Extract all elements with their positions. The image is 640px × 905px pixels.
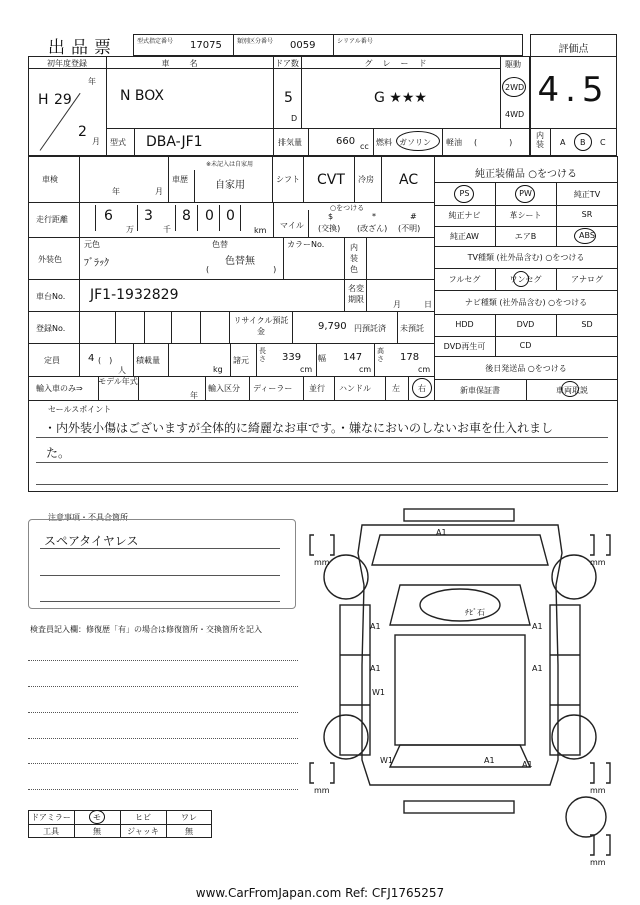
door-suffix: D bbox=[291, 114, 298, 123]
rear-window bbox=[390, 745, 530, 767]
name-label: 車名 bbox=[161, 59, 218, 68]
tv-full: フルセグ bbox=[448, 275, 481, 284]
mirror-h1: ドアミラー bbox=[31, 813, 71, 822]
import-year-unit: 年 bbox=[190, 391, 198, 400]
car-diagram bbox=[300, 505, 620, 875]
grade-b: B bbox=[580, 138, 586, 147]
mileage-d2: 3 bbox=[144, 208, 153, 224]
model-value: DBA-JF1 bbox=[146, 134, 203, 150]
disp-unit: cc bbox=[360, 142, 369, 151]
left-panel bbox=[340, 605, 370, 755]
equip-aw: 純正AW bbox=[450, 232, 479, 241]
len-value: 339 bbox=[282, 352, 302, 363]
mile-opt1: $ bbox=[328, 212, 334, 221]
equip-tv: 純正TV bbox=[573, 190, 601, 199]
handle-label: ハンドル bbox=[339, 384, 371, 393]
color-paren: ( ) bbox=[206, 265, 277, 274]
wid-value: 147 bbox=[343, 352, 363, 363]
fuel-diesel: 軽油 bbox=[446, 138, 462, 147]
serial-label: シリアル番号 bbox=[337, 38, 373, 45]
grade-b-circle bbox=[574, 133, 592, 151]
load-label: 積載量 bbox=[136, 356, 160, 365]
import-class-label: 輸入区分 bbox=[208, 384, 240, 393]
front-left-wheel bbox=[324, 555, 368, 599]
mile-opt2: * bbox=[372, 212, 376, 221]
navi-title: ナビ種類 (社外品含む) ○をつける bbox=[464, 298, 588, 307]
mark-left-front: A1 bbox=[370, 622, 381, 631]
ac-value: AC bbox=[399, 172, 419, 188]
color-orig: ﾌﾞﾗｯｸ bbox=[84, 258, 109, 269]
equip-ps-circle bbox=[454, 185, 474, 203]
chassis-month: 月 bbox=[393, 300, 401, 309]
import-dealer: ディーラー bbox=[253, 384, 293, 393]
hgt-label: 高さ bbox=[377, 347, 384, 363]
type-no-label: 型式指定番号 bbox=[137, 38, 174, 45]
equip-leather: 革シート bbox=[509, 211, 542, 220]
history-note: ※未記入は自家用 bbox=[206, 161, 254, 168]
mark-left-mid: A1 bbox=[370, 664, 381, 673]
grade-c: C bbox=[600, 138, 606, 147]
recycle-label: リサイクル預託金 bbox=[233, 316, 289, 336]
interior-label: 内装 bbox=[536, 131, 544, 149]
ship-title: 後日発送品 ○をつける bbox=[485, 364, 567, 373]
reg-year: 29 bbox=[54, 92, 72, 108]
ship-warranty: 新車保証書 bbox=[460, 386, 500, 395]
reg-month: 2 bbox=[78, 124, 87, 140]
chassis-day: 日 bbox=[424, 300, 432, 309]
tv-title: TV種類 (社外品含む) ○をつける bbox=[467, 253, 585, 262]
fuel-circle bbox=[396, 131, 440, 151]
mileage-d4: 0 bbox=[205, 208, 214, 224]
model-year-label: モデル年式 bbox=[98, 377, 138, 386]
footer-ref: www.CarFromJapan.com Ref: CFJ1765257 bbox=[195, 886, 445, 900]
sales-line1: ・内外装小傷はございますが全体的に綺麗なお車です。・嫌なにおいのしないお車を仕入れまし bbox=[44, 421, 554, 435]
history-value: 自家用 bbox=[215, 180, 245, 191]
recycle-unit: 円預託済 bbox=[354, 324, 386, 333]
mirror-h2: ヒビ bbox=[135, 813, 151, 822]
dvd-play: DVD再生可 bbox=[443, 342, 486, 351]
mark-right-mid: A1 bbox=[532, 664, 543, 673]
form-title: 出品票 bbox=[48, 38, 117, 58]
capacity-paren: ( ) bbox=[98, 356, 113, 365]
capacity-unit: 人 bbox=[118, 366, 126, 375]
mirror-h3: ワレ bbox=[181, 813, 197, 822]
equip-abs: ABS bbox=[579, 231, 595, 240]
mark-rear: A1 bbox=[484, 756, 495, 765]
color-change-label: 色替 bbox=[212, 240, 228, 249]
model-label: 型式 bbox=[110, 138, 126, 147]
drive-2wd-circle bbox=[502, 77, 526, 97]
shift-label: シフト bbox=[276, 175, 300, 184]
mirror-r2: ジャッキ bbox=[127, 827, 159, 836]
mile-label: マイル bbox=[280, 221, 304, 230]
inspection-year: 年 bbox=[112, 187, 120, 196]
handle-right: 右 bbox=[418, 384, 426, 393]
fuel-paren: ( ) bbox=[474, 138, 513, 147]
mm-fl: mm bbox=[314, 558, 330, 567]
mark-rear-left: W1 bbox=[380, 756, 393, 765]
front-bumper bbox=[404, 509, 514, 521]
tv-analog: アナログ bbox=[571, 275, 603, 284]
class-no: 0059 bbox=[290, 40, 316, 51]
import-label: 輸入車のみ⇒ bbox=[36, 384, 83, 393]
hood bbox=[372, 535, 548, 565]
mile-opt3b: (不明) bbox=[398, 224, 421, 233]
sales-label: セールスポイント bbox=[48, 405, 112, 414]
handle-right-circle bbox=[412, 378, 432, 398]
drive-2wd: 2WD bbox=[505, 83, 525, 92]
capacity-value: 4 bbox=[88, 353, 95, 364]
mirror-v1: モ bbox=[93, 813, 101, 822]
wid-label: 幅 bbox=[318, 354, 326, 363]
load-unit: kg bbox=[213, 365, 223, 374]
mark-hood: A1 bbox=[436, 528, 447, 537]
drive-label: 駆動 bbox=[505, 60, 521, 69]
disp-value: 660 bbox=[336, 136, 356, 147]
mirror-r1: 工具 bbox=[43, 827, 59, 836]
len-unit: cm bbox=[300, 365, 313, 374]
fuel-label: 燃料 bbox=[376, 138, 392, 147]
mm-rl: mm bbox=[314, 786, 330, 795]
ship-manual: 車両取説 bbox=[556, 386, 588, 395]
mileage-u1: 万 bbox=[126, 225, 134, 234]
mileage-unit: km bbox=[254, 226, 267, 235]
mm-rr: mm bbox=[590, 786, 606, 795]
mileage-d1: 6 bbox=[104, 208, 113, 224]
hgt-value: 178 bbox=[400, 352, 420, 363]
navi-hdd: HDD bbox=[455, 320, 474, 329]
class-no-label: 類別区分番号 bbox=[237, 38, 274, 45]
color-label: 外装色 bbox=[38, 255, 62, 264]
reg-no-label: 登録No. bbox=[36, 324, 66, 333]
equip-sr: SR bbox=[581, 210, 593, 219]
ac-label: 冷房 bbox=[358, 175, 374, 184]
grade-label: グレード bbox=[364, 59, 437, 68]
doors-value: 5 bbox=[284, 90, 293, 106]
chassis-label: 車台No. bbox=[36, 292, 66, 301]
chassis-value: JF1-1932829 bbox=[90, 287, 179, 303]
mm-spare: mm bbox=[590, 858, 606, 867]
interior-color-label: 内装色 bbox=[350, 243, 358, 274]
equip-pw: PW bbox=[519, 189, 532, 198]
mark-right-front: A1 bbox=[532, 622, 543, 631]
mileage-d5: 0 bbox=[226, 208, 235, 224]
tv-one: ワンセグ bbox=[509, 275, 542, 284]
drive-4wd: 4WD bbox=[505, 110, 525, 119]
navi-sd: SD bbox=[581, 320, 593, 329]
equip-title: 純正装備品 ○をつける bbox=[475, 169, 577, 180]
mirror-rv1: 無 bbox=[93, 827, 101, 836]
navi-dvd: DVD bbox=[516, 320, 535, 329]
grade-a: A bbox=[560, 138, 566, 147]
score-label: 評価点 bbox=[558, 44, 589, 55]
score-value: 4.5 bbox=[537, 70, 610, 110]
mileage-circle-note: ○をつける bbox=[330, 204, 365, 212]
reg-era: H bbox=[38, 92, 49, 108]
mileage-u2: 千 bbox=[163, 225, 171, 234]
color-code-label: カラーNo. bbox=[287, 240, 325, 249]
mm-fr: mm bbox=[590, 558, 606, 567]
equip-ps: PS bbox=[459, 189, 470, 198]
color-change: 色替無 bbox=[225, 256, 255, 267]
dvd-cd: CD bbox=[519, 341, 532, 350]
tv-one-circle bbox=[513, 271, 529, 287]
notes-line1: スペアタイヤレス bbox=[44, 534, 139, 548]
mark-left-rear: W1 bbox=[372, 688, 385, 697]
doors-label: ドア数 bbox=[275, 59, 299, 68]
grade-value: G ★★★ bbox=[374, 90, 427, 106]
notes-label: 注意事項・不具合箇所 bbox=[48, 513, 128, 522]
reg-month-unit: 月 bbox=[92, 137, 100, 146]
equip-airbag: エアB bbox=[514, 232, 537, 241]
sales-line2: た。 bbox=[46, 446, 71, 460]
mileage-label: 走行距離 bbox=[36, 215, 68, 224]
mile-opt2b: (改ざん) bbox=[357, 224, 388, 233]
equip-pw-circle bbox=[515, 185, 535, 203]
roof bbox=[395, 635, 525, 745]
recycle-unpaid: 未預託 bbox=[400, 324, 424, 333]
ship-manual-circle bbox=[561, 381, 579, 397]
mark-windshield: ﾁﾋﾞ石 bbox=[465, 608, 485, 617]
mile-opt3: # bbox=[410, 212, 417, 221]
equip-navi: 純正ナビ bbox=[448, 211, 481, 220]
mark-rear-right: A1 bbox=[522, 760, 533, 769]
spare-wheel bbox=[566, 797, 606, 837]
right-panel bbox=[550, 605, 580, 755]
body-outline bbox=[358, 525, 562, 785]
registration-label: 初年度登録 bbox=[47, 59, 87, 68]
recycle-value: 9,790 bbox=[318, 321, 347, 332]
inspection-month: 月 bbox=[155, 187, 163, 196]
mirror-v1-circle bbox=[89, 810, 105, 824]
color-orig-label: 元色 bbox=[84, 240, 100, 249]
mile-opt1b: (交換) bbox=[318, 224, 341, 233]
fuel-value: ガソリン bbox=[399, 138, 431, 147]
reg-year-unit: 年 bbox=[88, 77, 96, 86]
title-deadline-label: 名変期限 bbox=[348, 284, 364, 304]
inspection-label: 車検 bbox=[42, 175, 58, 184]
rear-bumper bbox=[404, 801, 514, 813]
len-label: 長さ bbox=[259, 347, 266, 363]
import-parallel: 並行 bbox=[309, 384, 325, 393]
inspector-label: 検査員記入欄：修復歴「有」の場合は修復箇所・交換箇所を記入 bbox=[30, 625, 262, 634]
handle-left: 左 bbox=[392, 384, 400, 393]
windshield bbox=[390, 585, 530, 625]
history-label: 車歴 bbox=[172, 175, 188, 184]
mileage-d3: 8 bbox=[182, 208, 191, 224]
mirror-rv2: 無 bbox=[185, 827, 193, 836]
shift-value: CVT bbox=[317, 172, 345, 188]
wid-unit: cm bbox=[359, 365, 372, 374]
disp-label: 排気量 bbox=[278, 138, 302, 147]
hgt-unit: cm bbox=[418, 365, 431, 374]
capacity-label: 定員 bbox=[44, 356, 60, 365]
dims-label: 諸元 bbox=[233, 356, 249, 365]
type-no: 17075 bbox=[190, 40, 222, 51]
equip-abs-circle bbox=[574, 228, 596, 244]
vehicle-name: N BOX bbox=[120, 88, 164, 104]
